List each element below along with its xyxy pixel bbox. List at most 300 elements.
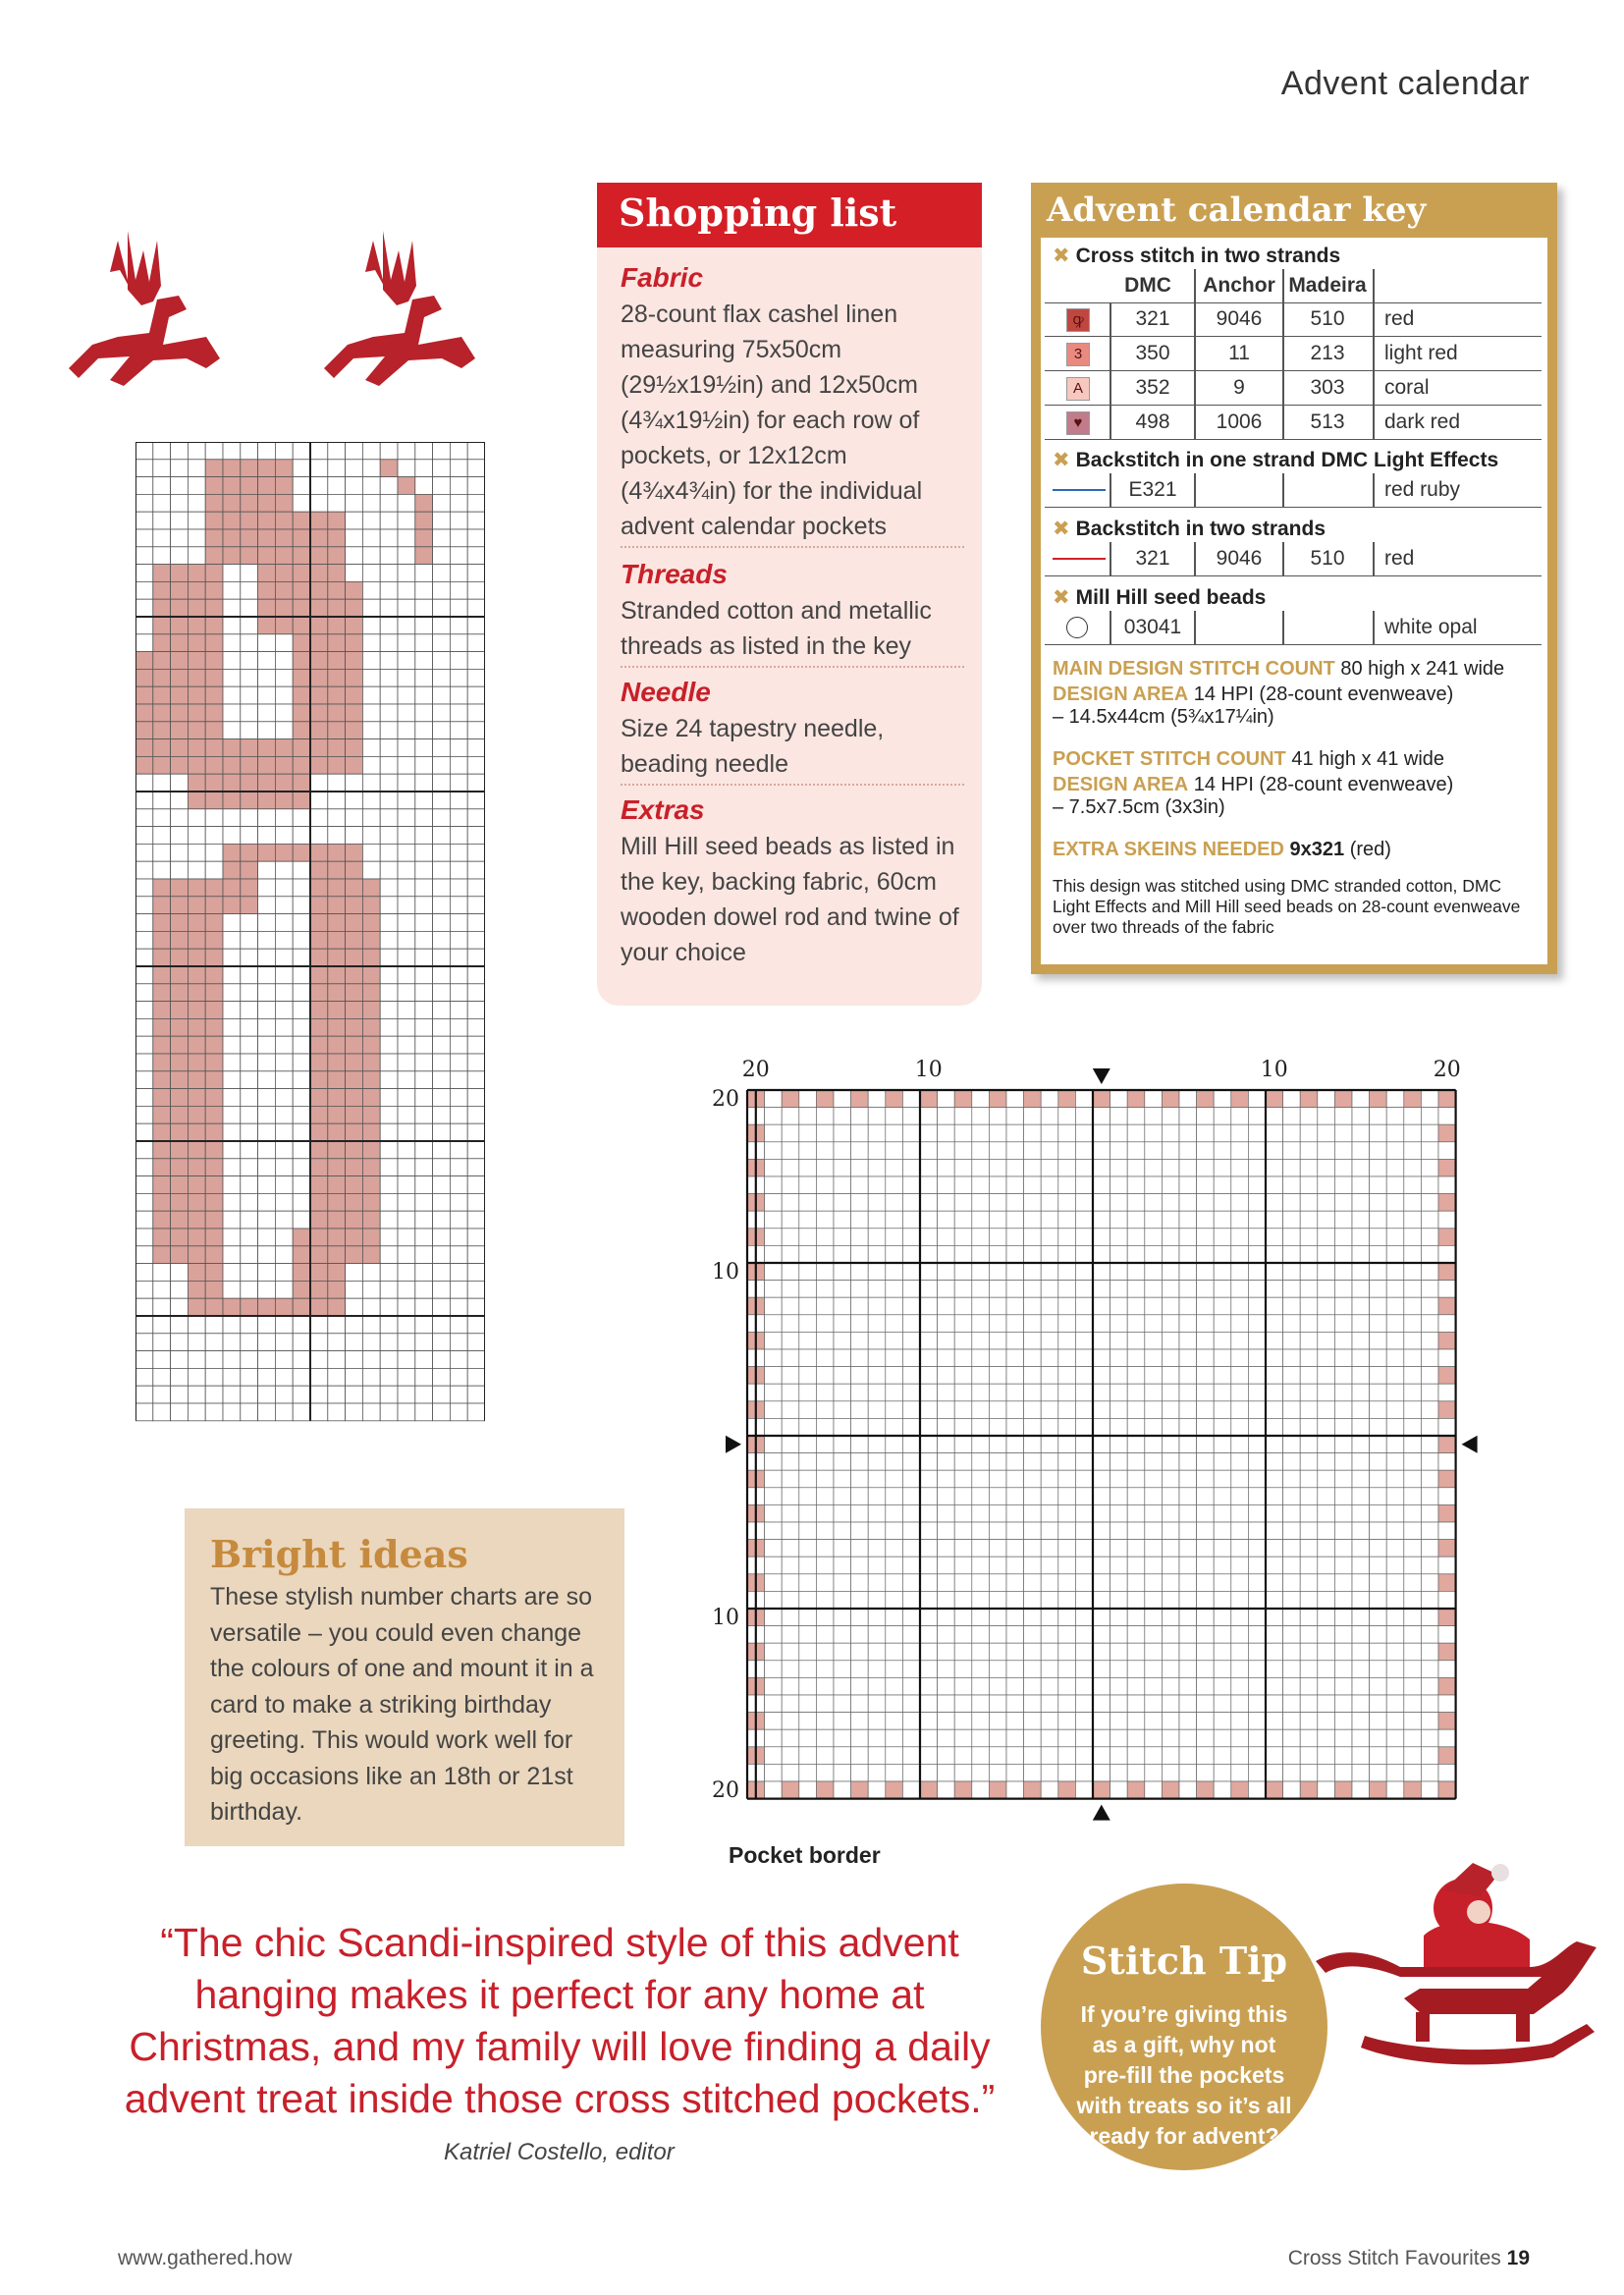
- grid-cell: [1438, 1176, 1456, 1194]
- grid-cell: [920, 1609, 938, 1626]
- grid-cell: [223, 1071, 241, 1089]
- grid-cell: [135, 529, 153, 547]
- grid-cell: [851, 1453, 869, 1471]
- grid-cell: [171, 844, 189, 861]
- grid-cell: [1318, 1297, 1335, 1315]
- grid-cell: [765, 1522, 783, 1540]
- stitch-cell: [275, 1298, 293, 1316]
- grid-cell: [1075, 1643, 1093, 1661]
- grid-cell: [1110, 1643, 1128, 1661]
- grid-cell: [1145, 1747, 1163, 1765]
- dmc-code: 321: [1135, 547, 1170, 570]
- advent-calendar-key-panel: [1031, 183, 1557, 974]
- grid-cell: [765, 1661, 783, 1678]
- grid-cell: [1162, 1159, 1179, 1176]
- grid-cell: [1110, 1747, 1128, 1765]
- grid-cell: [380, 879, 398, 897]
- grid-cell: [989, 1281, 1006, 1298]
- grid-cell: [1145, 1661, 1163, 1678]
- grid-cell: [398, 1193, 415, 1211]
- grid-cell: [1179, 1747, 1197, 1765]
- grid-cell: [902, 1643, 920, 1661]
- grid-cell: [1075, 1591, 1093, 1609]
- grid-cell: [972, 1488, 990, 1505]
- grid-cell: [782, 1315, 799, 1333]
- grid-cell: [902, 1367, 920, 1385]
- grid-cell: [938, 1747, 955, 1765]
- stitch-cell: [1197, 1781, 1215, 1799]
- grid-cell: [362, 477, 380, 495]
- grid-cell: [1266, 1211, 1283, 1229]
- grid-cell: [275, 1071, 293, 1089]
- grid-cell: [1162, 1453, 1179, 1471]
- stitch-cell: [171, 1211, 189, 1229]
- grid-cell: [241, 1054, 258, 1071]
- grid-cell: [135, 984, 153, 1002]
- grid-cell: [415, 581, 433, 599]
- stitch-cell: [241, 897, 258, 914]
- grid-cell: [135, 931, 153, 949]
- grid-cell: [188, 1334, 205, 1351]
- stitch-cell: [886, 1090, 903, 1108]
- dmc-code: 352: [1135, 376, 1170, 399]
- grid-cell: [938, 1245, 955, 1263]
- grid-cell: [450, 1176, 467, 1194]
- grid-cell: [467, 1246, 485, 1264]
- number-chart-six-zero: [135, 442, 485, 1428]
- grid-cell: [1318, 1470, 1335, 1488]
- grid-cell: [1300, 1747, 1318, 1765]
- grid-cell: [1162, 1384, 1179, 1401]
- grid-cell: [1075, 1470, 1093, 1488]
- grid-cell: [1110, 1591, 1128, 1609]
- grid-cell: [868, 1747, 886, 1765]
- grid-cell: [1041, 1108, 1058, 1125]
- grid-cell: [1386, 1626, 1404, 1644]
- reindeer-decoration-left: [59, 211, 236, 398]
- dmc-code: 350: [1135, 342, 1170, 364]
- grid-cell: [851, 1540, 869, 1557]
- grid-cell: [153, 1368, 171, 1386]
- grid-cell: [1024, 1124, 1042, 1142]
- grid-cell: [1006, 1315, 1024, 1333]
- grid-cell: [1093, 1142, 1110, 1160]
- grid-cell: [1370, 1453, 1387, 1471]
- grid-cell: [1283, 1609, 1301, 1626]
- grid-cell: [380, 581, 398, 599]
- grid-cell: [467, 547, 485, 565]
- shopping-heading: Extras: [621, 794, 705, 825]
- grid-cell: [1334, 1332, 1352, 1349]
- grid-cell: [1024, 1401, 1042, 1419]
- grid-cell: [1318, 1211, 1335, 1229]
- stitch-cell: [171, 617, 189, 634]
- grid-cell: [1421, 1470, 1438, 1488]
- grid-cell: [1231, 1315, 1249, 1333]
- stitch-cell: [171, 756, 189, 774]
- grid-cell: [415, 1193, 433, 1211]
- grid-cell: [972, 1142, 990, 1160]
- grid-cell: [1266, 1108, 1283, 1125]
- grid-cell: [171, 1403, 189, 1421]
- stitch-cell: [310, 1036, 328, 1054]
- grid-cell: [1300, 1332, 1318, 1349]
- grid-cell: [1386, 1263, 1404, 1281]
- stitch-cell: [310, 581, 328, 599]
- grid-cell: [1404, 1349, 1422, 1367]
- grid-cell: [328, 1316, 346, 1334]
- grid-cell: [1145, 1090, 1163, 1108]
- grid-cell: [765, 1124, 783, 1142]
- grid-cell: [1058, 1488, 1076, 1505]
- grid-cell: [1162, 1557, 1179, 1574]
- grid-cell: [241, 809, 258, 827]
- grid-cell: [799, 1211, 817, 1229]
- grid-cell: [1438, 1522, 1456, 1540]
- grid-cell: [1370, 1591, 1387, 1609]
- grid-cell: [293, 1211, 310, 1229]
- grid-cell: [1214, 1574, 1231, 1592]
- grid-cell: [799, 1540, 817, 1557]
- grid-cell: [1438, 1349, 1456, 1367]
- stitch-cell: [293, 1229, 310, 1246]
- grid-cell: [415, 914, 433, 932]
- grid-cell: [834, 1677, 851, 1695]
- grid-cell: [1334, 1159, 1352, 1176]
- grid-cell: [153, 477, 171, 495]
- grid-cell: [310, 809, 328, 827]
- grid-cell: [1058, 1677, 1076, 1695]
- grid-cell: [868, 1384, 886, 1401]
- grid-cell: [1266, 1418, 1283, 1436]
- grid-cell: [1214, 1504, 1231, 1522]
- stitch-cell: [293, 547, 310, 565]
- grid-cell: [938, 1332, 955, 1349]
- grid-cell: [1127, 1453, 1145, 1471]
- grid-cell: [258, 1002, 276, 1019]
- grid-cell: [1352, 1281, 1370, 1298]
- grid-cell: [902, 1176, 920, 1194]
- grid-cell: [467, 686, 485, 704]
- stitch-cell: [188, 704, 205, 722]
- grid-cell: [782, 1401, 799, 1419]
- grid-cell: [398, 914, 415, 932]
- stitch-cell: [258, 756, 276, 774]
- grid-cell: [1334, 1695, 1352, 1713]
- grid-cell: [398, 722, 415, 739]
- grid-cell: [346, 1316, 363, 1334]
- stitch-cell: [310, 1054, 328, 1071]
- grid-cell: [1421, 1159, 1438, 1176]
- stitch-cell: [328, 529, 346, 547]
- grid-cell: [1318, 1488, 1335, 1505]
- stitch-cell: [398, 477, 415, 495]
- grid-cell: [920, 1522, 938, 1540]
- grid-cell: [1197, 1470, 1215, 1488]
- stitch-cell: [346, 1018, 363, 1036]
- grid-cell: [1006, 1436, 1024, 1453]
- grid-cell: [1318, 1418, 1335, 1436]
- grid-cell: [450, 1264, 467, 1282]
- grid-cell: [223, 931, 241, 949]
- stitch-cell: [328, 861, 346, 879]
- grid-cell: [1231, 1332, 1249, 1349]
- stitch-cell: [310, 565, 328, 582]
- grid-cell: [886, 1609, 903, 1626]
- grid-cell: [1334, 1557, 1352, 1574]
- grid-cell: [1438, 1211, 1456, 1229]
- stitch-cell: [171, 1141, 189, 1159]
- grid-cell: [398, 1229, 415, 1246]
- stitch-cell: [293, 722, 310, 739]
- grid-cell: [1197, 1124, 1215, 1142]
- stitch-cell: [328, 931, 346, 949]
- grid-cell: [851, 1418, 869, 1436]
- grid-cell: [1283, 1713, 1301, 1730]
- colour-name: red: [1384, 307, 1415, 330]
- grid-cell: [1179, 1453, 1197, 1471]
- grid-cell: [258, 1229, 276, 1246]
- grid-cell: [1214, 1643, 1231, 1661]
- grid-cell: [1024, 1661, 1042, 1678]
- grid-cell: [1041, 1384, 1058, 1401]
- stitch-cell: [171, 704, 189, 722]
- grid-cell: [868, 1504, 886, 1522]
- grid-cell: [1231, 1470, 1249, 1488]
- stitch-cell: [328, 1298, 346, 1316]
- shopping-text: 28-count flax cashel linen measuring 75x50cm (29½x19½in) and 12x50cm (4¾x19½in) for each row of pockets, or 12x12cm (4¾x4¾in) for the individual advent calendar pockets: [621, 297, 964, 548]
- grid-cell: [972, 1453, 990, 1471]
- grid-cell: [1127, 1349, 1145, 1367]
- stitch-cell: [310, 1298, 328, 1316]
- stitch-cell: [188, 722, 205, 739]
- grid-cell: [380, 1211, 398, 1229]
- grid-cell: [886, 1504, 903, 1522]
- grid-cell: [1404, 1713, 1422, 1730]
- grid-cell: [902, 1281, 920, 1298]
- grid-cell: [1421, 1263, 1438, 1281]
- grid-cell: [398, 1106, 415, 1123]
- grid-cell: [1421, 1677, 1438, 1695]
- stitch-cell: [205, 722, 223, 739]
- grid-cell: [938, 1557, 955, 1574]
- grid-cell: [1058, 1281, 1076, 1298]
- grid-cell: [433, 1211, 451, 1229]
- grid-cell: [135, 1054, 153, 1071]
- grid-cell: [1024, 1297, 1042, 1315]
- stitch-cell: [241, 792, 258, 809]
- grid-cell: [1421, 1729, 1438, 1747]
- stitch-cell: [1438, 1124, 1456, 1142]
- grid-cell: [398, 460, 415, 477]
- grid-cell: [1231, 1574, 1249, 1592]
- grid-cell: [1197, 1453, 1215, 1471]
- grid-cell: [450, 1281, 467, 1298]
- stitch-cell: [310, 722, 328, 739]
- grid-cell: [1283, 1661, 1301, 1678]
- grid-cell: [1334, 1176, 1352, 1194]
- grid-cell: [1024, 1747, 1042, 1765]
- grid-cell: [1386, 1159, 1404, 1176]
- grid-cell: [1283, 1488, 1301, 1505]
- grid-cell: [135, 1018, 153, 1036]
- grid-cell: [1162, 1401, 1179, 1419]
- grid-cell: [799, 1367, 817, 1385]
- grid-cell: [816, 1504, 834, 1522]
- grid-cell: [153, 442, 171, 460]
- grid-cell: [1041, 1194, 1058, 1212]
- grid-cell: [415, 931, 433, 949]
- grid-cell: [1024, 1609, 1042, 1626]
- grid-cell: [241, 1229, 258, 1246]
- grid-cell: [362, 599, 380, 617]
- grid-cell: [275, 1054, 293, 1071]
- stitch-cell: [188, 599, 205, 617]
- stitch-cell: [310, 617, 328, 634]
- grid-cell: [258, 1018, 276, 1036]
- grid-cell: [868, 1090, 886, 1108]
- grid-cell: [1283, 1453, 1301, 1471]
- grid-cell: [310, 460, 328, 477]
- info-note: (red): [1349, 839, 1391, 860]
- stitch-cell: [241, 844, 258, 861]
- grid-cell: [1075, 1349, 1093, 1367]
- stitch-cell: [346, 1193, 363, 1211]
- grid-cell: [1179, 1367, 1197, 1385]
- grid-cell: [1024, 1176, 1042, 1194]
- grid-cell: [1404, 1194, 1422, 1212]
- grid-cell: [1110, 1176, 1128, 1194]
- grid-cell: [258, 966, 276, 984]
- stitch-cell: [171, 1246, 189, 1264]
- grid-cell: [1248, 1384, 1266, 1401]
- grid-cell: [1370, 1488, 1387, 1505]
- stitch-cell: [205, 739, 223, 757]
- grid-cell: [816, 1142, 834, 1160]
- grid-cell: [1370, 1315, 1387, 1333]
- footer-folio: [1288, 2247, 1530, 2270]
- grid-cell: [1318, 1194, 1335, 1212]
- grid-cell: [816, 1729, 834, 1747]
- grid-cell: [1438, 1591, 1456, 1609]
- stitch-cell: [205, 931, 223, 949]
- grid-cell: [1197, 1677, 1215, 1695]
- grid-cell: [1024, 1522, 1042, 1540]
- grid-cell: [1093, 1609, 1110, 1626]
- grid-cell: [223, 827, 241, 845]
- grid-cell: [868, 1574, 886, 1592]
- grid-cell: [868, 1695, 886, 1713]
- stitch-cell: [223, 739, 241, 757]
- grid-cell: [1110, 1124, 1128, 1142]
- grid-cell: [799, 1124, 817, 1142]
- grid-cell: [258, 879, 276, 897]
- grid-cell: [920, 1453, 938, 1471]
- grid-cell: [346, 827, 363, 845]
- stitch-cell: [293, 686, 310, 704]
- stitch-cell: [1438, 1367, 1456, 1385]
- grid-cell: [1197, 1142, 1215, 1160]
- grid-cell: [954, 1695, 972, 1713]
- grid-cell: [328, 494, 346, 512]
- stitch-cell: [310, 1264, 328, 1282]
- grid-cell: [1041, 1436, 1058, 1453]
- grid-cell: [1024, 1349, 1042, 1367]
- grid-cell: [816, 1747, 834, 1765]
- grid-cell: [954, 1108, 972, 1125]
- grid-cell: [1127, 1661, 1145, 1678]
- grid-cell: [1370, 1695, 1387, 1713]
- grid-cell: [205, 1386, 223, 1403]
- grid-cell: [398, 1141, 415, 1159]
- grid-cell: [1093, 1522, 1110, 1540]
- grid-cell: [450, 931, 467, 949]
- grid-cell: [310, 1368, 328, 1386]
- grid-cell: [1231, 1176, 1249, 1194]
- grid-cell: [834, 1090, 851, 1108]
- grid-cell: [380, 512, 398, 529]
- stitch-cell: [188, 565, 205, 582]
- grid-cell: [989, 1108, 1006, 1125]
- grid-cell: [1093, 1332, 1110, 1349]
- grid-cell: [1421, 1349, 1438, 1367]
- grid-cell: [171, 1264, 189, 1282]
- grid-cell: [205, 844, 223, 861]
- grid-cell: [1197, 1176, 1215, 1194]
- grid-cell: [1041, 1677, 1058, 1695]
- grid-cell: [1214, 1453, 1231, 1471]
- grid-cell: [1352, 1729, 1370, 1747]
- grid-cell: [1145, 1159, 1163, 1176]
- key-note: This design was stitched using DMC stranded cotton, DMC Light Effects and Mill Hill seed beads on 28-count evenweave over two threads of the fabric: [1053, 876, 1521, 937]
- grid-cell: [1093, 1229, 1110, 1246]
- grid-cell: [782, 1384, 799, 1401]
- grid-cell: [834, 1124, 851, 1142]
- grid-cell: [467, 1211, 485, 1229]
- grid-cell: [1093, 1349, 1110, 1367]
- grid-cell: [816, 1245, 834, 1263]
- grid-cell: [415, 1159, 433, 1176]
- grid-cell: [223, 1193, 241, 1211]
- grid-cell: [1145, 1470, 1163, 1488]
- grid-cell: [346, 1368, 363, 1386]
- grid-cell: [415, 634, 433, 652]
- grid-cell: [362, 1316, 380, 1334]
- grid-cell: [467, 984, 485, 1002]
- stitch-cell: [310, 1106, 328, 1123]
- stitch-cell: [1438, 1609, 1456, 1626]
- shopping-section-threads: [621, 556, 964, 668]
- grid-cell: [954, 1194, 972, 1212]
- grid-cell: [1006, 1108, 1024, 1125]
- grid-cell: [834, 1281, 851, 1298]
- grid-cell: [467, 1264, 485, 1282]
- grid-cell: [1300, 1522, 1318, 1540]
- grid-cell: [450, 494, 467, 512]
- grid-cell: [328, 1368, 346, 1386]
- grid-cell: [1334, 1315, 1352, 1333]
- stitch-cell: [1438, 1747, 1456, 1765]
- stitch-cell: [346, 861, 363, 879]
- grid-cell: [1075, 1540, 1093, 1557]
- grid-cell: [415, 652, 433, 670]
- grid-cell: [398, 1002, 415, 1019]
- grid-cell: [241, 1386, 258, 1403]
- grid-cell: [467, 617, 485, 634]
- grid-cell: [989, 1729, 1006, 1747]
- grid-cell: [938, 1297, 955, 1315]
- stitch-cell: [346, 686, 363, 704]
